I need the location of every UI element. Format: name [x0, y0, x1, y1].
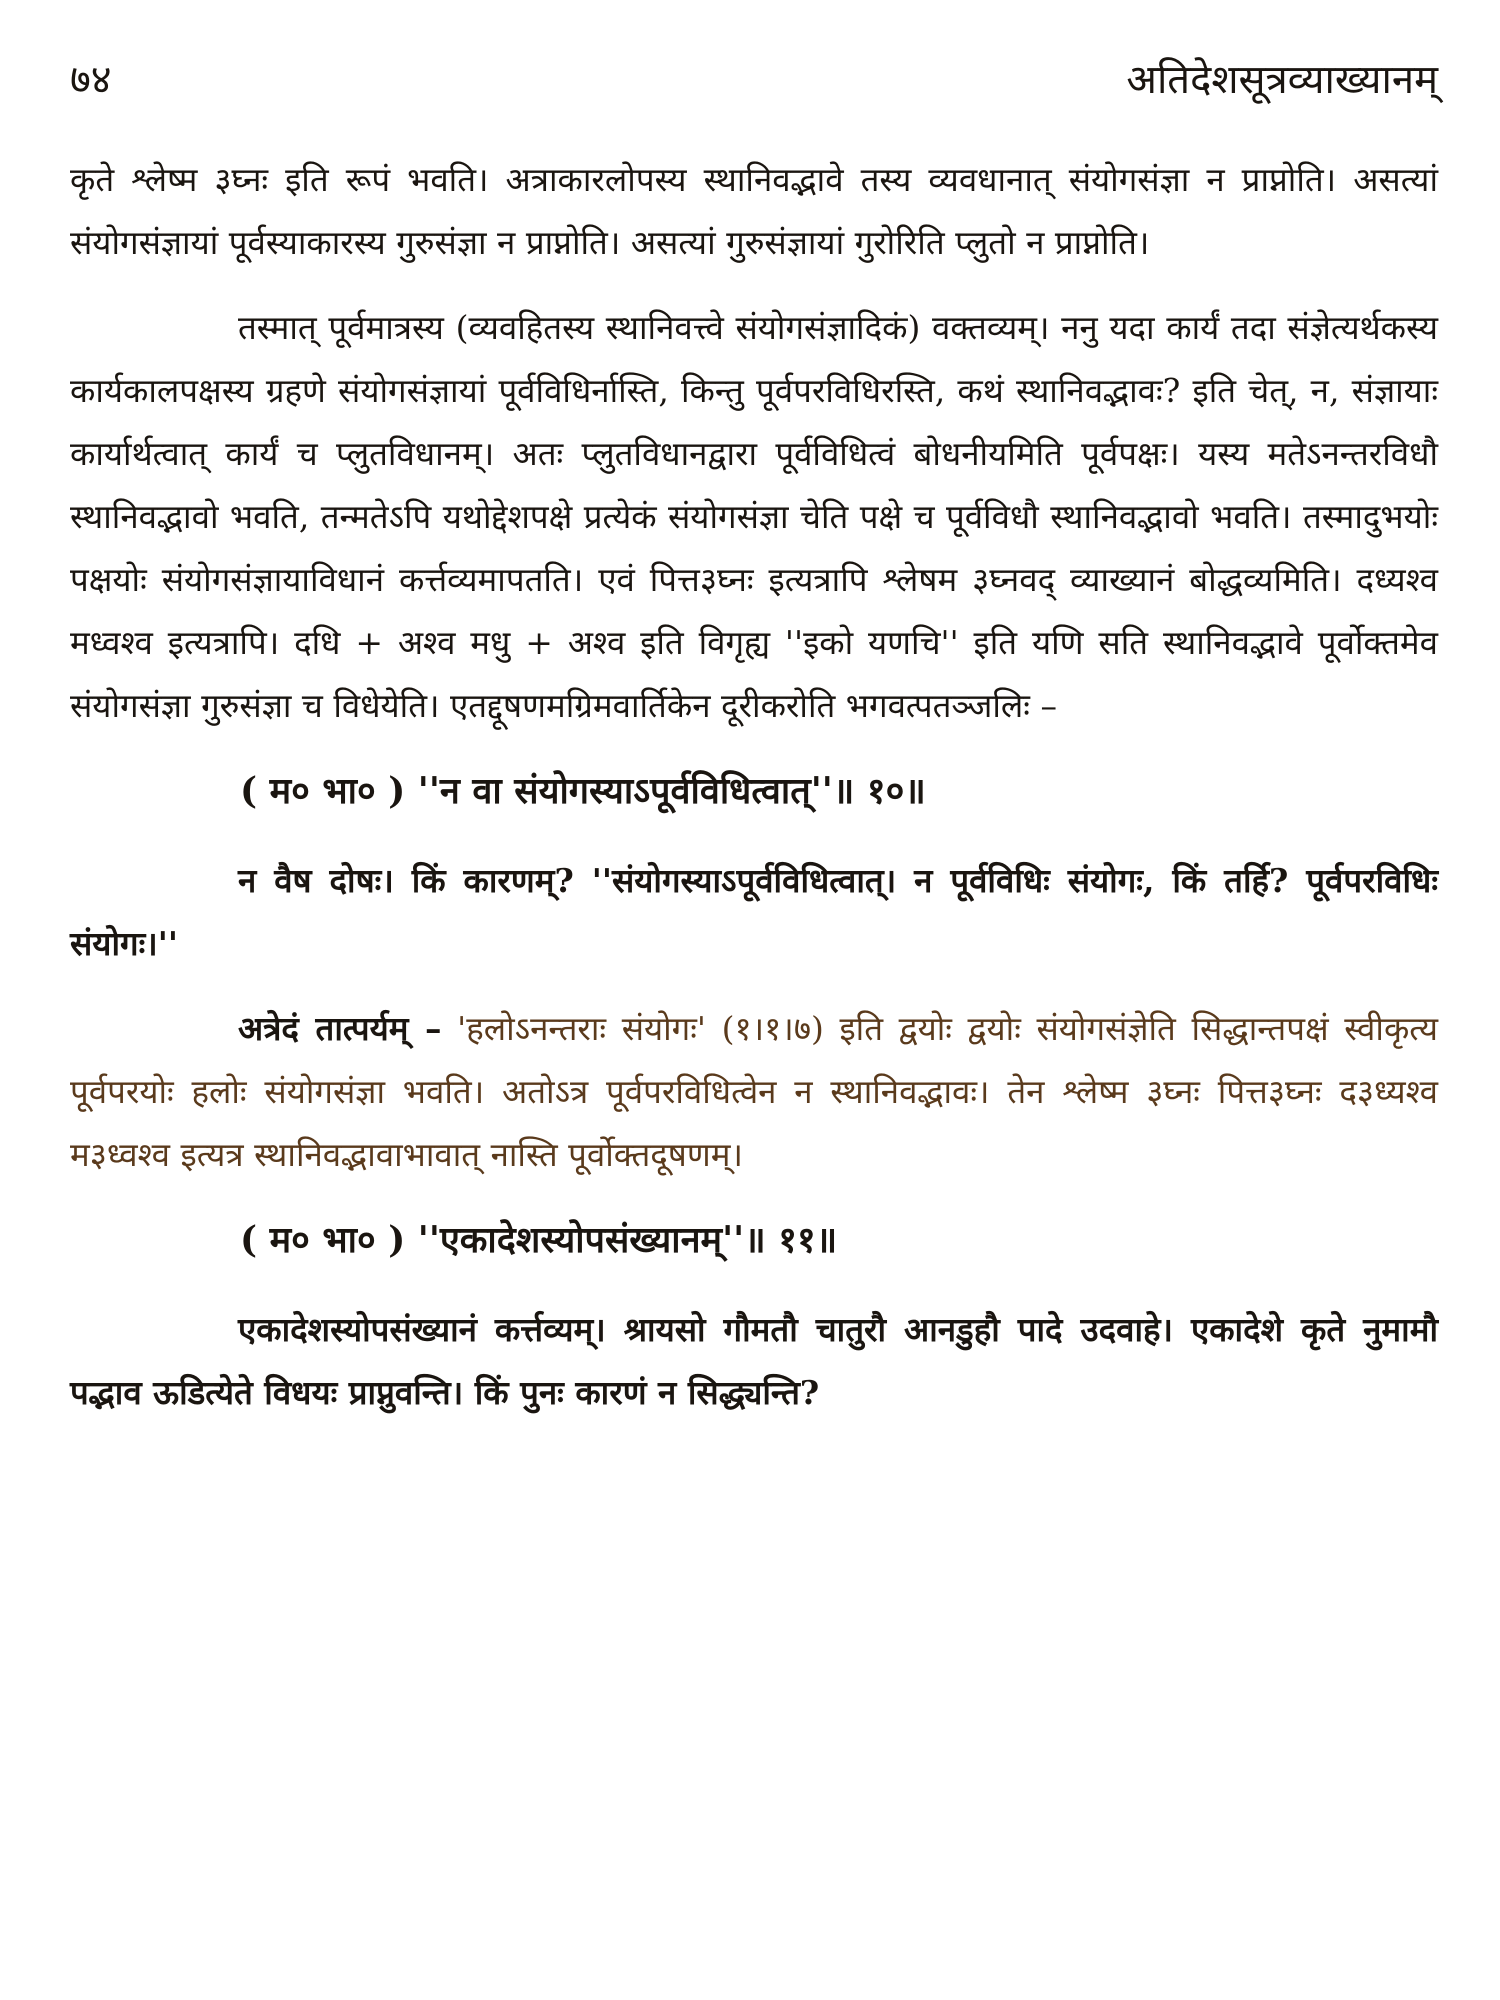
page-number: ७४ [70, 57, 112, 103]
main-text [70, 148, 1438, 1446]
running-title: अतिदेशसूत्रव्याख्यानम् [1126, 57, 1438, 103]
sutra-10: ( म० भा० ) ''न वा संयोगस्याऽपूर्वविधित्वात्''॥ १०॥ [240, 770, 926, 812]
paragraph-4 [70, 997, 1438, 1186]
paragraph-3: न वैष दोषः। किं कारणम्? ''संयोगस्याऽपूर्वविधित्वात्। न पूर्वविधिः संयोगः, किं तर्हि? पूर्वपरविधिः संयोगः।'' [70, 861, 1438, 963]
sutra-11: ( म० भा० ) ''एकादेशस्योपसंख्यानम्''॥ ११॥ [240, 1219, 838, 1261]
paragraph-1: कृते श्लेष्म ३घ्नः इति रूपं भवति। अत्राकारलोपस्य स्थानिवद्भावे तस्य व्यवधानात् संयोगसंज्ञा न प्राप्नोति। असत्यां संयोगसंज्ञायां पूर्वस्याकारस्य गुरुसंज्ञा न प्राप्नोति। असत्यां गुरुसंज्ञायां गुरोरिति प्लुतो न प्राप्नोति। [70, 160, 1438, 262]
paragraph-4-body: 'हलोऽनन्तराः संयोगः' (१।१।७) इति द्वयोः द्वयोः संयोगसंज्ञेति सिद्धान्तपक्षं स्वीकृत्य पूर्वपरयोः हलोः संयोगसंज्ञा भवति। अतोऽत्र पूर्वपरविधित्वेन न स्थानिवद्भावः। तेन श्लेष्म ३घ्नः पित्त३घ्नः द३ध्यश्व म३ध्वश्व इत्यत्र स्थानिवद्भावाभावात् नास्ति पूर्वोक्तदूषणम्। [70, 1009, 1439, 1174]
paragraph-5: एकादेशस्योपसंख्यानं कर्त्तव्यम्। श्रायसो गौमतौ चातुरौ आनडुहौ पादे उदवाहे। एकादेशे कृते नुमामौ पद्भाव ऊडित्येते विधयः प्राप्नुवन्ति। किं पुनः कारणं न सिद्ध्यन्ति? [70, 1310, 1438, 1412]
paragraph-4-lead: अत्रेदं तात्पर्यम् – [238, 1009, 442, 1048]
page-header [70, 50, 1438, 110]
paragraph-2: तस्मात् पूर्वमात्रस्य (व्यवहितस्य स्थानिवत्त्वे संयोगसंज्ञादिकं) वक्तव्यम्। ननु यदा कार्यं तदा संज्ञेत्यर्थकस्य कार्यकालपक्षस्य ग्रहणे संयोगसंज्ञायां पूर्वविधिर्नास्ति, किन्तु पूर्वपरविधिरस्ति, कथं स्थानिवद्भावः? इति चेत्, न, संज्ञायाः कार्यार्थत्वात् कार्यं च प्लुतविधानम्। अतः प्लुतविधानद्वारा पूर्वविधित्वं बोधनीयमिति पूर्वपक्षः। यस्य मतेऽनन्तरविधौ स्थानिवद्भावो भवति, तन्मतेऽपि यथोद्देशपक्षे प्रत्येकं संयोगसंज्ञा चेति पक्षे च पूर्वविधौ स्थानिवद्भावो भवति। तस्मादुभयोः पक्षयोः संयोगसंज्ञायाविधानं कर्त्तव्यमापतति। एवं पित्त३घ्नः इत्यत्रापि श्लेषम ३घ्नवद् व्याख्यानं बोद्धव्यमिति। दध्यश्व मध्वश्व इत्यत्रापि। दधि + अश्व मधु + अश्व इति विगृह्य ''इको यणचि'' इति यणि सति स्थानिवद्भावे पूर्वोक्तमेव संयोगसंज्ञा गुरुसंज्ञा च विधेयेति। एतद्दूषणमग्रिमवार्तिकेन दूरीकरोति भगवत्पतञ्जलिः – [70, 308, 1438, 725]
